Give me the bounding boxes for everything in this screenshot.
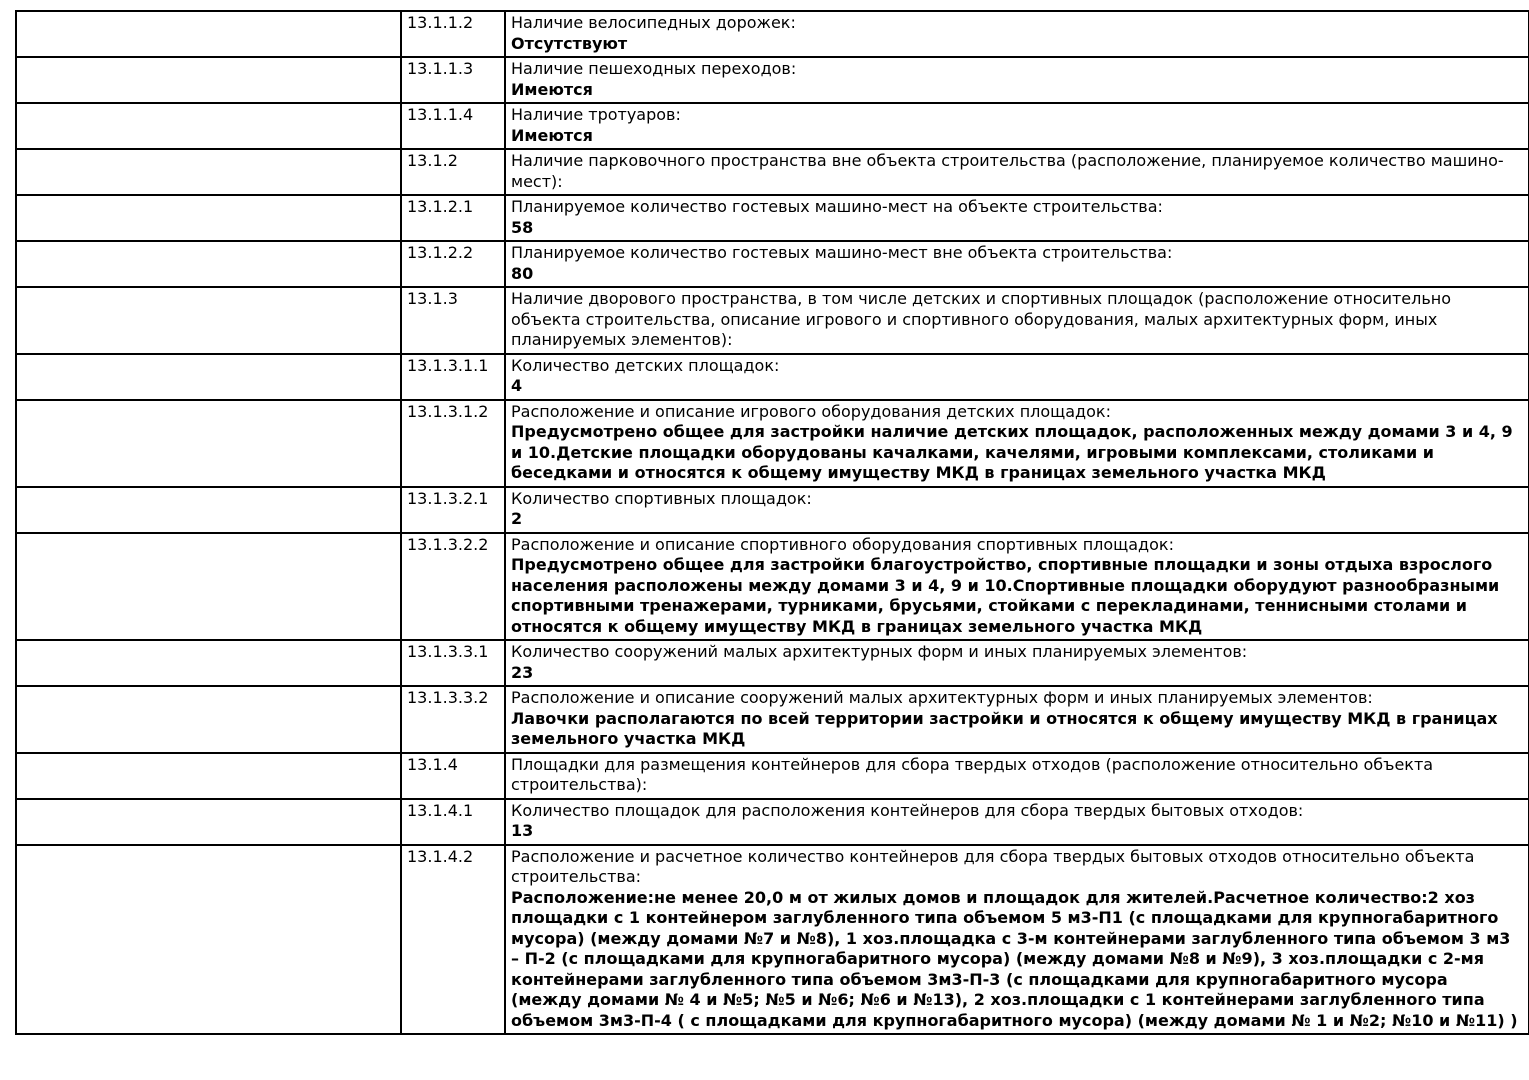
row-value: Имеются [511, 125, 593, 145]
row-content-cell [505, 149, 1529, 195]
table-row [16, 11, 1529, 57]
row-number: 13.1.3.1.1 [401, 354, 505, 400]
spacer-cell [16, 354, 401, 400]
row-content-cell [505, 799, 1529, 845]
row-number: 13.1.2.1 [401, 195, 505, 241]
row-value: Расположение:не менее 20,0 м от жилых домов и площадок для жителей.Расчетное количество:2 хоз площадки с 1 контейнером заглубленного типа объемом 5 м3-П1 (с площадками для крупногабаритного мусора) (между домами №7 и №8), 1 хоз.площадка с 3-м контейнерами заглубленного типа объемом 3 м3 – П-2 (с площадками для крупногабаритного мусора) (между домами №8 и №9), 3 хоз.площадки с 2-мя контейнерами заглубленного типа объемом 3м3-П-3 (с площадками для крупногабаритного мусора (между домами № 4 и №5; №5 и №6; №6 и №13), 2 хоз.площадки с 1 контейнерами заглубленного типа объемом 3м3-П-4 ( с площадками для крупногабаритного мусора) (между домами № 1 и №2; №10 и №11) ) [511, 887, 1518, 1030]
row-label: Расположение и описание игрового оборудования детских площадок: [511, 401, 1111, 421]
row-value: 80 [511, 263, 534, 283]
row-content-cell [505, 686, 1529, 753]
spacer-cell [16, 640, 401, 686]
table-row [16, 753, 1529, 799]
table-row [16, 487, 1529, 533]
table-row [16, 799, 1529, 845]
row-number: 13.1.3 [401, 287, 505, 354]
row-label: Расположение и описание сооружений малых архитектурных форм и иных планируемых элементов: [511, 688, 1373, 707]
table-row [16, 686, 1529, 753]
row-content-cell [505, 487, 1529, 533]
row-value: 2 [511, 509, 523, 528]
row-number: 13.1.1.4 [401, 103, 505, 149]
spacer-cell [16, 533, 401, 641]
table-row [16, 845, 1529, 1035]
row-value: Имеются [511, 79, 593, 99]
row-value: 23 [511, 662, 534, 682]
row-value: 13 [511, 821, 534, 840]
table-row [16, 533, 1529, 641]
row-label: Количество сооружений малых архитектурных форм и иных планируемых элементов: [511, 642, 1248, 661]
row-number: 13.1.1.3 [401, 57, 505, 103]
row-number: 13.1.3.2.1 [401, 487, 505, 533]
row-content-cell [505, 195, 1529, 241]
row-number: 13.1.3.2.2 [401, 533, 505, 641]
row-label: Количество детских площадок: [511, 355, 780, 375]
table-row [16, 241, 1529, 287]
table-row [16, 640, 1529, 686]
table-row [16, 287, 1529, 354]
row-value: Предусмотрено общее для застройки благоустройство, спортивные площадки и зоны отдыха взрослого населения расположены между домами 3 и 4, 9 и 10.Спортивные площадки оборудуют разнообразными спортивными тренажерами, турниками, брусьями, стойками с перекладинами, теннисными столами и относятся к общему имуществу МКД в границах земельного участка МКД [511, 555, 1500, 636]
row-content-cell [505, 287, 1529, 354]
spacer-cell [16, 799, 401, 845]
row-value: 58 [511, 217, 534, 237]
row-content-cell [505, 400, 1529, 487]
row-label: Планируемое количество гостевых машино-мест вне объекта строительства: [511, 243, 1173, 262]
declaration-table-body [16, 11, 1529, 1034]
row-content-cell [505, 103, 1529, 149]
row-label: Расположение и описание спортивного оборудования спортивных площадок: [511, 534, 1174, 554]
spacer-cell [16, 686, 401, 753]
table-row [16, 354, 1529, 400]
row-number: 13.1.2.2 [401, 241, 505, 287]
row-content-cell [505, 57, 1529, 103]
row-value: Лавочки располагаются по всей территории застройки и относятся к общему имуществу МКД в границах земельного участка МКД [511, 708, 1498, 748]
row-label: Наличие пешеходных переходов: [511, 59, 797, 78]
row-content-cell [505, 845, 1529, 1035]
row-content-cell [505, 640, 1529, 686]
spacer-cell [16, 487, 401, 533]
spacer-cell [16, 103, 401, 149]
spacer-cell [16, 241, 401, 287]
table-row [16, 195, 1529, 241]
row-content-cell [505, 753, 1529, 799]
spacer-cell [16, 400, 401, 487]
row-label: Количество площадок для расположения контейнеров для сбора твердых бытовых отходов: [511, 800, 1304, 820]
row-number: 13.1.3.1.2 [401, 400, 505, 487]
row-content-cell [505, 11, 1529, 57]
row-number: 13.1.2 [401, 149, 505, 195]
row-content-cell [505, 533, 1529, 641]
spacer-cell [16, 149, 401, 195]
spacer-cell [16, 287, 401, 354]
table-row [16, 149, 1529, 195]
row-number: 13.1.4 [401, 753, 505, 799]
row-label: Количество спортивных площадок: [511, 488, 812, 508]
row-label: Расположение и расчетное количество контейнеров для сбора твердых бытовых отходов относительно объекта строительства: [511, 846, 1475, 886]
declaration-table [15, 10, 1529, 1035]
row-content-cell [505, 241, 1529, 287]
table-row [16, 57, 1529, 103]
spacer-cell [16, 753, 401, 799]
row-content-cell [505, 354, 1529, 400]
table-row [16, 400, 1529, 487]
table-row [16, 103, 1529, 149]
spacer-cell [16, 195, 401, 241]
spacer-cell [16, 57, 401, 103]
row-number: 13.1.3.3.1 [401, 640, 505, 686]
row-label: Наличие велосипедных дорожек: [511, 13, 796, 32]
row-number: 13.1.4.2 [401, 845, 505, 1035]
row-label: Наличие тротуаров: [511, 105, 681, 124]
spacer-cell [16, 11, 401, 57]
row-label: Площадки для размещения контейнеров для сбора твердых отходов (расположение относительно объекта строительства): [511, 754, 1434, 794]
row-number: 13.1.3.3.2 [401, 686, 505, 753]
row-label: Наличие парковочного пространства вне объекта строительства (расположение, планируемое количество машино-мест): [511, 151, 1504, 191]
spacer-cell [16, 845, 401, 1035]
row-number: 13.1.1.2 [401, 11, 505, 57]
row-value: Отсутствуют [511, 33, 628, 53]
row-number: 13.1.4.1 [401, 799, 505, 845]
row-value: 4 [511, 376, 523, 395]
row-label: Планируемое количество гостевых машино-мест на объекте строительства: [511, 197, 1163, 216]
row-label: Наличие дворового пространства, в том числе детских и спортивных площадок (расположение относительно объекта строительства, описание игрового и спортивного оборудования, малых архитектурных форм, иных планируемых элементов): [511, 289, 1452, 349]
row-value: Предусмотрено общее для застройки наличие детских площадок, расположенных между домами 3 и 4, 9 и 10.Детские площадки оборудованы качалками, качелями, игровыми комплексами, столиками и беседками и относятся к общему имуществу МКД в границах земельного участка МКД [511, 422, 1513, 482]
